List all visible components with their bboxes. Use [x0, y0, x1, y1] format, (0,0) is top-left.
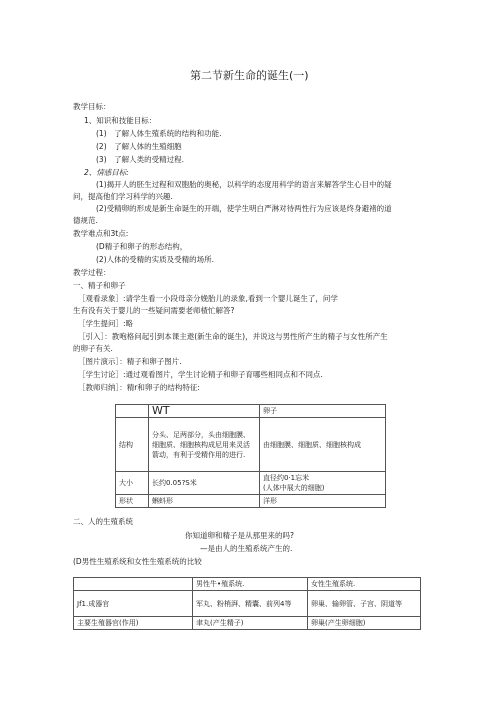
objective-1-item-1: (1) 了解人体生殖系统的结构和功能. [96, 129, 222, 138]
table-cell: 卵巢(产生卵细胞) [308, 617, 421, 630]
table-row [116, 405, 386, 418]
table-row [74, 617, 421, 630]
answer-text: —是由人的生殖系统产生的. [200, 544, 293, 553]
table-row [116, 418, 386, 472]
sperm-egg-table [115, 404, 386, 508]
question-text: 你知道卵和精子是从那里来的吗? [185, 531, 294, 540]
process-heading: 教学过程： [73, 268, 111, 277]
step-intro-line1: ［引入］：教咆格问起引到本课主遨(新生命的诞生)，并说这与男性所产生的精子与女性所产生 [78, 332, 388, 341]
table-cell [260, 472, 386, 495]
objective-2-p2-line1: (2)受精卵的形成是新生命诞生的开端，使学生明白严淋对待两性行为应该是终身避褚的道 [96, 204, 392, 213]
difficulty-heading: 教学难点和3t点: [73, 229, 129, 238]
table-cell: 分头、足两部分，头由细胞膜、细胞质、细胞核构成尼用来灵活箭动，有利于受精作用的进行. [149, 418, 260, 472]
step-video-line2: 生有没有关于婴儿的一些疑问需要老师楂忙解答? [73, 306, 235, 315]
difficulty-item-1: (D精子和卵子的形态结构， [96, 242, 188, 251]
difficulty-item-2: (2)人体的受精的实质及受精的场所. [96, 255, 215, 264]
table-cell: 卵巢、输卵管、子宫、阴道等 [308, 591, 421, 617]
table-row [74, 591, 421, 617]
table-header-female: 女性生殖系统. [308, 578, 421, 591]
table-cell: 结构 [116, 418, 149, 472]
table-row [74, 578, 421, 591]
table-cell: 军丸、粉梢湃、精囊、前列4等 [193, 591, 308, 617]
egg-size-note: (人体中展大的细胞) [263, 484, 325, 492]
step-question: ［学生提问］:略 [78, 319, 134, 328]
step-summary: ［教师归纳］：精r和卵子的结构特征: [78, 383, 200, 392]
objective-2-p2-line2: 德规范. [73, 216, 98, 225]
step-intro-line2: 的卵子有关. [73, 344, 113, 353]
table-row [116, 495, 386, 508]
table-header-male: 男性牛•殖系统. [193, 578, 308, 591]
step-video-line1: ［观看录象］:请学生看一小段母亲分娩胎儿的录象,看到一个婴儿诞生了，问学 [78, 294, 338, 303]
table-cell [116, 405, 149, 418]
table-cell: 长约0.05?S米 [149, 472, 260, 495]
compare-heading: (D男性生殖系统和女性生殖系统的比较 [73, 557, 202, 566]
table-cell: 蝌蚪形 [149, 495, 260, 508]
table-cell: 洋形 [260, 495, 386, 508]
table-cell: 主要生殖器官(作用) [74, 617, 193, 630]
table-cell: Jf1.成器官 [74, 591, 193, 617]
step-discuss: ［学生讨论］:通过观看图片，学生讨论精子和卵子育哪些相同点和不同点. [78, 370, 323, 379]
objective-1-item-3: (3) 了解人类的受精过程. [96, 155, 185, 164]
page-title: 第二节新生命的诞生(一) [190, 69, 309, 82]
reproductive-system-table [73, 577, 421, 630]
table-header-sperm: WT [149, 405, 260, 418]
objectives-heading: 教学目标： [73, 102, 111, 111]
objective-1: 1、知识和技能目标： [84, 116, 157, 125]
section-2-heading: 二、人的生殖系统 [73, 517, 133, 526]
section-1-heading: 一、精子和卵子 [73, 281, 126, 290]
table-cell: 由细胞膜、细胞质、细胞核构成 [260, 418, 386, 472]
table-cell: 形状 [116, 495, 149, 508]
table-row [116, 472, 386, 495]
objective-2-p1-line2: 问，提高他们学习科学的兴趣. [73, 192, 173, 201]
step-image: ［图片演示］：精子和卵子图片. [78, 357, 182, 366]
egg-size-value: 直径约0·1忘米 [263, 474, 310, 482]
objective-1-item-2: (2) 了解人体的生殖细胞 [96, 142, 182, 151]
table-header-egg: 卵子 [260, 405, 386, 418]
table-cell: 大小 [116, 472, 149, 495]
table-cell [74, 578, 193, 591]
objective-2: 2、情感目标: [84, 168, 129, 177]
objective-2-p1-line1: (1)揭开人的胚生过程和双胞胎的奥秘，以科学的态度用科学的语言来解答学生心目中的疑 [96, 180, 392, 189]
table-cell: 聿丸(产生精子) [193, 617, 308, 630]
